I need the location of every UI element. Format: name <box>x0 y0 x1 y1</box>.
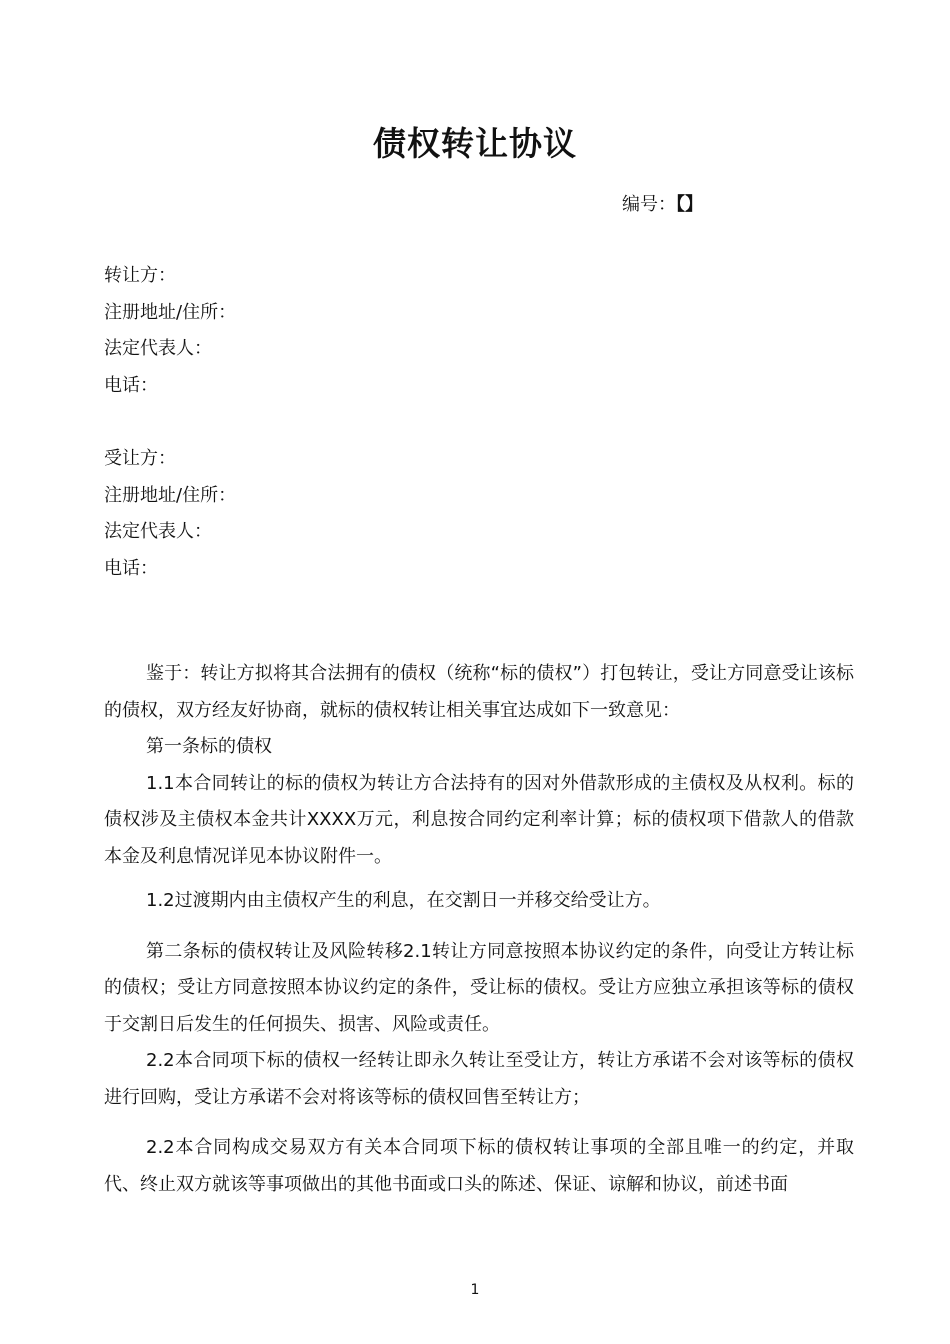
transferor-representative: 法定代表人： <box>104 338 212 359</box>
clause-1-1: 1.1本合同转让的标的债权为转让方合法持有的因对外借款形成的主债权及从权利。标的债权涉及主债权本金共计XXXX万元，利息按合同约定利率计算；标的债权项下借款人的借款本金及利息情况详见本协议附件一。 <box>104 772 854 867</box>
document-number-label: 编号： <box>622 194 676 215</box>
transferee-block <box>104 441 804 587</box>
transferee-party: 受让方： <box>104 448 176 469</box>
transferor-address: 注册地址/住所： <box>104 301 237 323</box>
document-title: 债权转让协议 <box>373 124 577 163</box>
transferee-address: 注册地址/住所： <box>104 484 237 506</box>
transferor-block <box>104 258 804 404</box>
transferee-representative: 法定代表人： <box>104 521 212 542</box>
agreement-body <box>104 656 854 1203</box>
clause-2-2-second: 2.2本合同构成交易双方有关本合同项下标的债权转让事项的全部且唯一的约定，并取代、终止双方就该等事项做出的其他书面或口头的陈述、保证、谅解和协议，前述书面 <box>104 1137 854 1195</box>
document-number-value: 【】 <box>676 194 703 215</box>
transferor-party: 转让方： <box>104 265 176 286</box>
whereas-paragraph: 鉴于：转让方拟将其合法拥有的债权（统称“标的债权”）打包转让，受让方同意受让该标的债权，双方经友好协商，就标的债权转让相关事宜达成如下一致意见： <box>104 663 854 721</box>
page-number: 1 <box>470 1282 480 1298</box>
transferee-phone: 电话： <box>104 557 158 579</box>
clause-1-2: 1.2过渡期内由主债权产生的利息，在交割日一并移交给受让方。 <box>146 890 661 911</box>
document-number <box>622 190 703 216</box>
clause-2-2-first: 2.2本合同项下标的债权一经转让即永久转让至受让方，转让方承诺不会对该等标的债权进行回购，受让方承诺不会对将该等标的债权回售至转让方； <box>104 1050 854 1108</box>
transferor-phone: 电话： <box>104 374 158 396</box>
article-1-heading: 第一条标的债权 <box>146 736 272 757</box>
article-2-paragraph: 第二条标的债权转让及风险转移2.1转让方同意按照本协议约定的条件，向受让方转让标的债权；受让方同意按照本协议约定的条件，受让标的债权。受让方应独立承担该等标的债权于交割日后发生的任何损失、损害、风险或责任。 <box>104 940 854 1035</box>
